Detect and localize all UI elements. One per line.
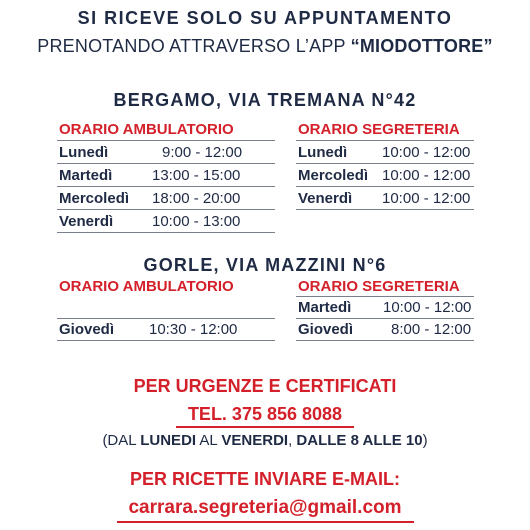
bergamo-seg-time: 10:00 - 12:00: [382, 167, 471, 184]
divider: [296, 140, 474, 141]
bergamo-ambulatorio-heading: ORARIO AMBULATORIO: [59, 121, 234, 138]
divider: [57, 209, 275, 210]
divider: [296, 318, 474, 319]
divider: [296, 340, 474, 341]
gorle-title: GORLE, VIA MAZZINI N°6: [143, 255, 387, 275]
bergamo-segreteria-heading: ORARIO SEGRETERIA: [298, 121, 460, 138]
phone-hours-text: (DAL: [102, 432, 141, 449]
bergamo-amb-time: 13:00 - 15:00: [152, 167, 241, 184]
bergamo-seg-day: Lunedì: [298, 144, 348, 161]
booking-app-notice: [0, 36, 530, 57]
bergamo-amb-day: Mercoledì: [59, 190, 130, 207]
bergamo-amb-time: 18:00 - 20:00: [152, 190, 241, 207]
booking-app-name: “MIODOTTORE”: [350, 36, 493, 56]
gorle-seg-day: Giovedì: [298, 321, 354, 338]
appointment-notice: SI RICEVE SOLO SU APPUNTAMENTO: [77, 8, 453, 28]
divider: [296, 209, 474, 210]
divider: [57, 163, 275, 164]
bergamo-seg-day: Venerdì: [298, 190, 353, 207]
divider: [57, 232, 275, 233]
divider: [296, 163, 474, 164]
phone-hours-text: ): [422, 432, 428, 449]
gorle-amb-day: Giovedì: [59, 321, 115, 338]
divider: [57, 186, 275, 187]
gorle-seg-time: 8:00 - 12:00: [391, 321, 472, 338]
bergamo-amb-time: 9:00 - 12:00: [162, 144, 243, 161]
booking-app-prefix: PRENOTANDO ATTRAVERSO L’APP: [37, 36, 351, 56]
gorle-seg-day: Martedì: [298, 299, 352, 316]
divider: [296, 186, 474, 187]
phone-hours: [0, 432, 530, 449]
urgent-heading: PER URGENZE E CERTIFICATI: [133, 376, 397, 396]
bergamo-seg-time: 10:00 - 12:00: [382, 144, 471, 161]
bergamo-amb-day: Lunedì: [59, 144, 109, 161]
divider: [57, 318, 275, 319]
bergamo-seg-time: 10:00 - 12:00: [382, 190, 471, 207]
gorle-seg-time: 10:00 - 12:00: [383, 299, 472, 316]
divider: [57, 340, 275, 341]
bergamo-amb-time: 10:00 - 13:00: [152, 213, 241, 230]
phone-hours-day-end: VENERDI: [221, 432, 289, 449]
phone-hours-text: ,: [288, 432, 297, 449]
bergamo-seg-day: Mercoledì: [298, 167, 369, 184]
gorle-segreteria-heading: ORARIO SEGRETERIA: [298, 278, 460, 295]
bergamo-amb-day: Venerdì: [59, 213, 114, 230]
gorle-ambulatorio-heading: ORARIO AMBULATORIO: [59, 278, 234, 295]
phone-number[interactable]: TEL. 375 856 8088: [187, 404, 343, 424]
phone-hours-text: AL: [196, 432, 222, 449]
divider: [57, 140, 275, 141]
phone-hours-day-start: LUNEDI: [140, 432, 197, 449]
phone-underline: [176, 426, 354, 428]
prescription-heading: PER RICETTE INVIARE E-MAIL:: [129, 469, 400, 489]
divider: [296, 296, 474, 297]
bergamo-amb-day: Martedì: [59, 167, 113, 184]
bergamo-title: BERGAMO, VIA TREMANA N°42: [113, 90, 417, 110]
gorle-amb-time: 10:30 - 12:00: [149, 321, 238, 338]
phone-hours-times: DALLE 8 ALLE 10: [296, 432, 423, 449]
email-link[interactable]: carrara.segreteria@gmail.com: [128, 497, 402, 518]
email-underline: [117, 521, 414, 523]
